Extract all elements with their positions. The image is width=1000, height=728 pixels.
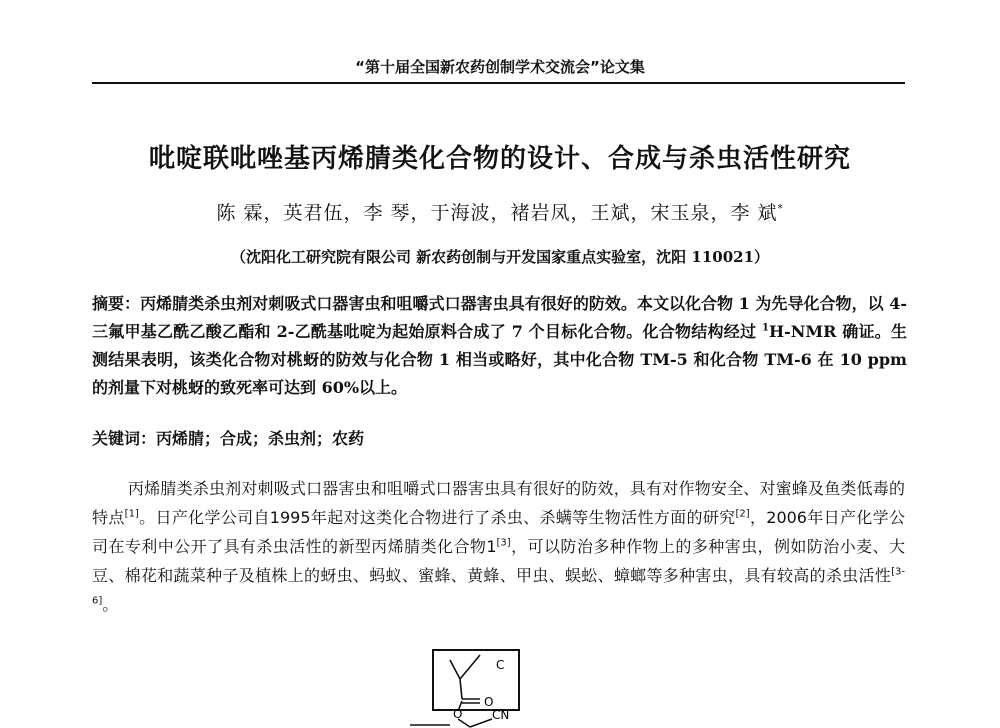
body-sentence: ，2006年日产化学公司在专利中公开了具有杀虫活性的新型丙烯腈类化合物1 — [92, 508, 905, 556]
body-sentence: 丙烯腈类杀虫剂对刺吸式口器害虫和咀嚼式口器害虫具有很好的防效，具有对作物安全、对蜜蜂及鱼类低毒的特点 — [92, 479, 905, 527]
citation: [1] — [124, 508, 139, 520]
body-sentence: ，可以防治多种作物上的多种害虫，例如防治小麦、大豆、棉花和蔬菜种子及植株上的蚜虫、蚂蚁、蜜蜂、黄蜂、甲虫、蜈蚣、蟑螂等多种害虫，具有较高的杀虫活性 — [92, 537, 905, 585]
atom-label-c: C — [496, 658, 505, 672]
body-paragraph — [92, 474, 905, 619]
body-sentence: 。日产化学公司自1995年起对这类化合物进行了杀虫、杀螨等生物活性方面的研究 — [138, 508, 736, 527]
affiliation: （沈阳化工研究院有限公司 新农药创制与开发国家重点实验室，沈阳 110021） — [230, 248, 770, 266]
header-rule — [92, 82, 905, 84]
atom-label-o: O — [484, 695, 494, 709]
abstract — [92, 290, 907, 402]
citation: [2] — [735, 508, 750, 520]
structure-bond — [460, 655, 480, 679]
body-sentence: 。 — [102, 595, 119, 614]
author-names: 陈 霖，英君伍，李 琴，于海波，褚岩凤，王斌，宋玉泉，李 斌 — [216, 202, 778, 224]
abstract-text-part2: H-NMR 确证。生测结果表明，该类化合物对桃蚜的防效与化合物 1 相当或略好，其中化合物 TM-5 和化合物 TM-6 在 10 ppm 的剂量下对桃蚜的致死率可达到 60%以上。 — [92, 322, 907, 397]
citation: [3] — [496, 537, 511, 549]
nmr-superscript: 1 — [762, 322, 770, 334]
paper-title: 吡啶联吡唑基丙烯腈类化合物的设计、合成与杀虫活性研究 — [148, 144, 851, 174]
structure-bond — [470, 719, 492, 727]
author-list — [0, 198, 1000, 225]
running-header: “第十届全国新农药创制学术交流会”论文集 — [355, 58, 645, 76]
abstract-text-part1: 丙烯腈类杀虫剂对刺吸式口器害虫和咀嚼式口器害虫具有很好的防效。本文以化合物 1 为先导化合物，以 4-三氟甲基乙酰乙酸乙酯和 2-乙酰基吡啶为起始原料合成了 7 个目标化合物。化合物结构经过 — [92, 294, 907, 341]
chemical-structure — [400, 645, 600, 728]
atom-label-cn: CN — [492, 708, 510, 722]
keywords-label: 关键词： — [92, 429, 157, 448]
keywords-text: 丙烯腈；合成；杀虫剂；农药 — [156, 429, 365, 448]
corresponding-author-mark: * — [777, 203, 784, 215]
citation: [3-6] — [92, 566, 905, 607]
atom-label-o: O — [453, 707, 463, 721]
structure-bond — [450, 660, 460, 679]
keywords — [92, 426, 907, 449]
structure-bond — [460, 679, 462, 699]
abstract-label: 摘要： — [92, 294, 141, 313]
